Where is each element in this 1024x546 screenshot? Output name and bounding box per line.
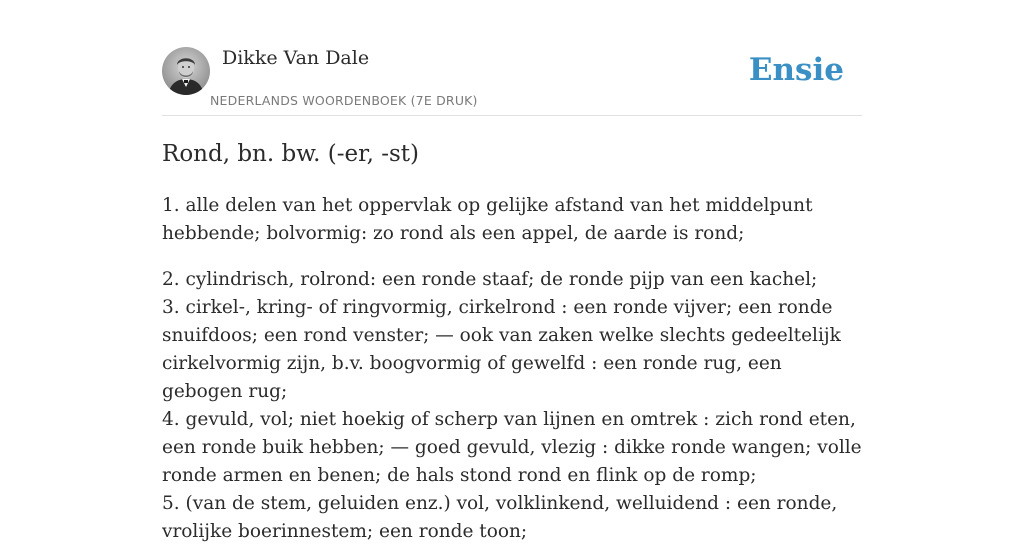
source-name[interactable]: NEDERLANDS WOORDENBOEK (7E DRUK) [210,93,478,108]
entry-card [162,0,862,542]
author-name[interactable]: Dikke Van Dale [222,47,370,69]
entry-title: Rond, bn. bw. (-er, -st) [162,141,420,167]
definition-paragraph: 1. alle delen van het oppervlak op gelijke afstand van het middelpunt hebbende; bolvormig: zo rond als een appel, de aarde is rond; [162,195,813,244]
definition-paragraph: 4. gevuld, vol; niet hoekig of scherp van lijnen en omtrek : zich rond eten, een ronde buik hebben; — goed gevuld, vlezig : dikke ronde wangen; volle ronde armen en benen; de hals stond rond en flink op de romp; [162,409,862,486]
definition-paragraph: 3. cirkel-, kring- of ringvormig, cirkelrond : een ronde vijver; een ronde snuifdoos; een rond venster; — ook van zaken welke slechts gedeeltelijk cirkelvormig zijn, b.v. boogvormig of gewelfd : een ronde rug, een gebogen rug; [162,297,841,402]
definition-paragraph: 2. cylindrisch, rolrond: een ronde staaf; de ronde pijp van een kachel; [162,269,818,290]
entry-header [162,0,862,116]
definition-paragraph: 5. (van de stem, geluiden enz.) vol, volklinkend, welluidend : een ronde, vrolijke boerinnestem; een ronde toon; [162,493,838,542]
portrait-image [162,47,210,95]
author-avatar[interactable] [162,47,210,95]
definition-body [162,192,862,546]
brand-logo[interactable]: Ensie [748,52,844,88]
